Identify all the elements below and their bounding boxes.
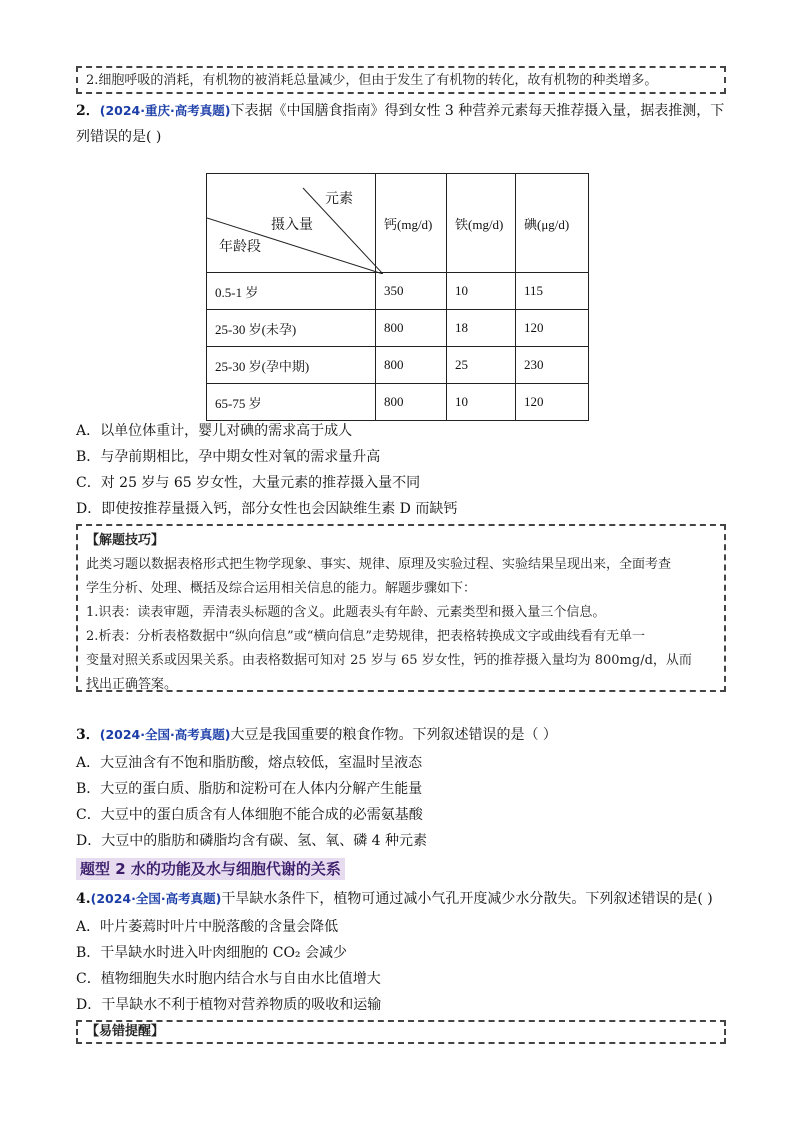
header-age: 年龄段: [219, 240, 261, 255]
q2-stem-line1: [76, 100, 724, 122]
q3-option-d: D．大豆中的脂肪和磷脂均含有碳、氢、氧、磷 4 种元素: [76, 833, 428, 849]
ca-cell: 800: [376, 347, 447, 384]
note-text: 2.细胞呼吸的消耗，有机物的被消耗总量减少，但由于发生了有机物的转化，故有机物的种类增多。: [86, 73, 658, 88]
q3-stem: [76, 724, 557, 746]
q3-stem-text: 大豆是我国重要的粮食作物。下列叙述错误的是（ ）: [230, 727, 557, 743]
q2-option-d: D．即使按推荐量摄入钙，部分女性也会因缺维生素 D 而缺钙: [76, 501, 458, 517]
note-box: [76, 66, 726, 94]
q3-option-a: A．大豆油含有不饱和脂肪酸，熔点较低，室温时呈液态: [76, 755, 423, 771]
tip-line: 此类习题以数据表格形式把生物学现象、事实、规律、原理及实验过程、实验结果呈现出来，全面考查: [86, 557, 672, 572]
col-calcium: 钙(mg/d): [376, 174, 447, 273]
table-header-row: [207, 174, 589, 273]
table-row: [207, 273, 589, 310]
fe-cell: 10: [447, 273, 516, 310]
i-cell: 120: [516, 384, 589, 421]
age-cell: 25-30 岁(未孕): [207, 310, 376, 347]
i-cell: 115: [516, 273, 589, 310]
age-cell: 25-30 岁(孕中期): [207, 347, 376, 384]
nutrient-table: [206, 173, 589, 421]
col-iodine: 碘(μg/d): [516, 174, 589, 273]
q4-source: (2024·全国·高考真题): [90, 891, 222, 906]
tip-line: 找出正确答案。: [86, 677, 178, 692]
ca-cell: 350: [376, 273, 447, 310]
q2-option-b: B．与孕前期相比，孕中期女性对氧的需求量升高: [76, 449, 381, 465]
header-element: 元素: [325, 192, 353, 207]
section-heading: 题型 2 水的功能及水与细胞代谢的关系: [76, 858, 345, 880]
q3-source: (2024·全国·高考真题): [99, 727, 231, 742]
q2-option-c: C．对 25 岁与 65 岁女性，大量元素的推荐摄入量不同: [76, 475, 421, 491]
warning-box: [76, 1020, 726, 1044]
q4-option-d: D．干旱缺水不利于植物对营养物质的吸收和运输: [76, 997, 382, 1013]
q2-number: 2．: [76, 103, 100, 119]
q2-stem-text: 下表据《中国膳食指南》得到女性 3 种营养元素每天推荐摄入量，据表推测，下: [230, 103, 725, 119]
age-cell: 0.5-1 岁: [207, 273, 376, 310]
q2-stem-line2: 列错误的是( ): [76, 129, 162, 145]
header-intake: 摄入量: [271, 218, 313, 233]
table-row: [207, 384, 589, 421]
q4-option-a: A．叶片萎蔫时叶片中脱落酸的含量会降低: [76, 919, 339, 935]
q4-option-c: C．植物细胞失水时胞内结合水与自由水比值增大: [76, 971, 381, 987]
col-iron: 铁(mg/d): [447, 174, 516, 273]
q3-number: 3．: [76, 727, 100, 743]
q4-number: 4.: [76, 891, 91, 907]
tip-line: 2.析表：分析表格数据中“纵向信息”或“横向信息”走势规律，把表格转换成文字或曲线看有无单一: [86, 629, 645, 644]
warning-title: 【易错提醒】: [86, 1024, 165, 1039]
tip-line: 学生分析、处理、概括及综合运用相关信息的能力。解题步骤如下：: [86, 581, 477, 596]
table-row: [207, 310, 589, 347]
tip-title: 【解题技巧】: [86, 533, 165, 548]
tip-line: 变量对照关系或因果关系。由表格数据可知对 25 岁与 65 岁女性，钙的推荐摄入量均为 800mg/d，从而: [86, 653, 692, 668]
q3-option-b: B．大豆的蛋白质、脂肪和淀粉可在人体内分解产生能量: [76, 781, 423, 797]
tip-line: 1.识表：读表审题，弄清表头标题的含义。此题表头有年龄、元素类型和摄入量三个信息。: [86, 605, 606, 620]
ca-cell: 800: [376, 384, 447, 421]
q4-option-b: B．干旱缺水时进入叶肉细胞的 CO₂ 会减少: [76, 945, 347, 961]
q2-source: (2024·重庆·高考真题): [99, 103, 231, 118]
i-cell: 120: [516, 310, 589, 347]
ca-cell: 800: [376, 310, 447, 347]
table-row: [207, 347, 589, 384]
table-diagonal-header: [207, 174, 376, 273]
fe-cell: 25: [447, 347, 516, 384]
tip-box: [76, 524, 726, 692]
q4-stem: [76, 888, 713, 910]
age-cell: 65-75 岁: [207, 384, 376, 421]
q2-option-a: A．以单位体重计，婴儿对碘的需求高于成人: [76, 423, 353, 439]
fe-cell: 10: [447, 384, 516, 421]
i-cell: 230: [516, 347, 589, 384]
q3-option-c: C．大豆中的蛋白质含有人体细胞不能合成的必需氨基酸: [76, 807, 423, 823]
q4-stem-text: 干旱缺水条件下，植物可通过减小气孔开度减少水分散失。下列叙述错误的是( ): [221, 891, 713, 907]
fe-cell: 18: [447, 310, 516, 347]
